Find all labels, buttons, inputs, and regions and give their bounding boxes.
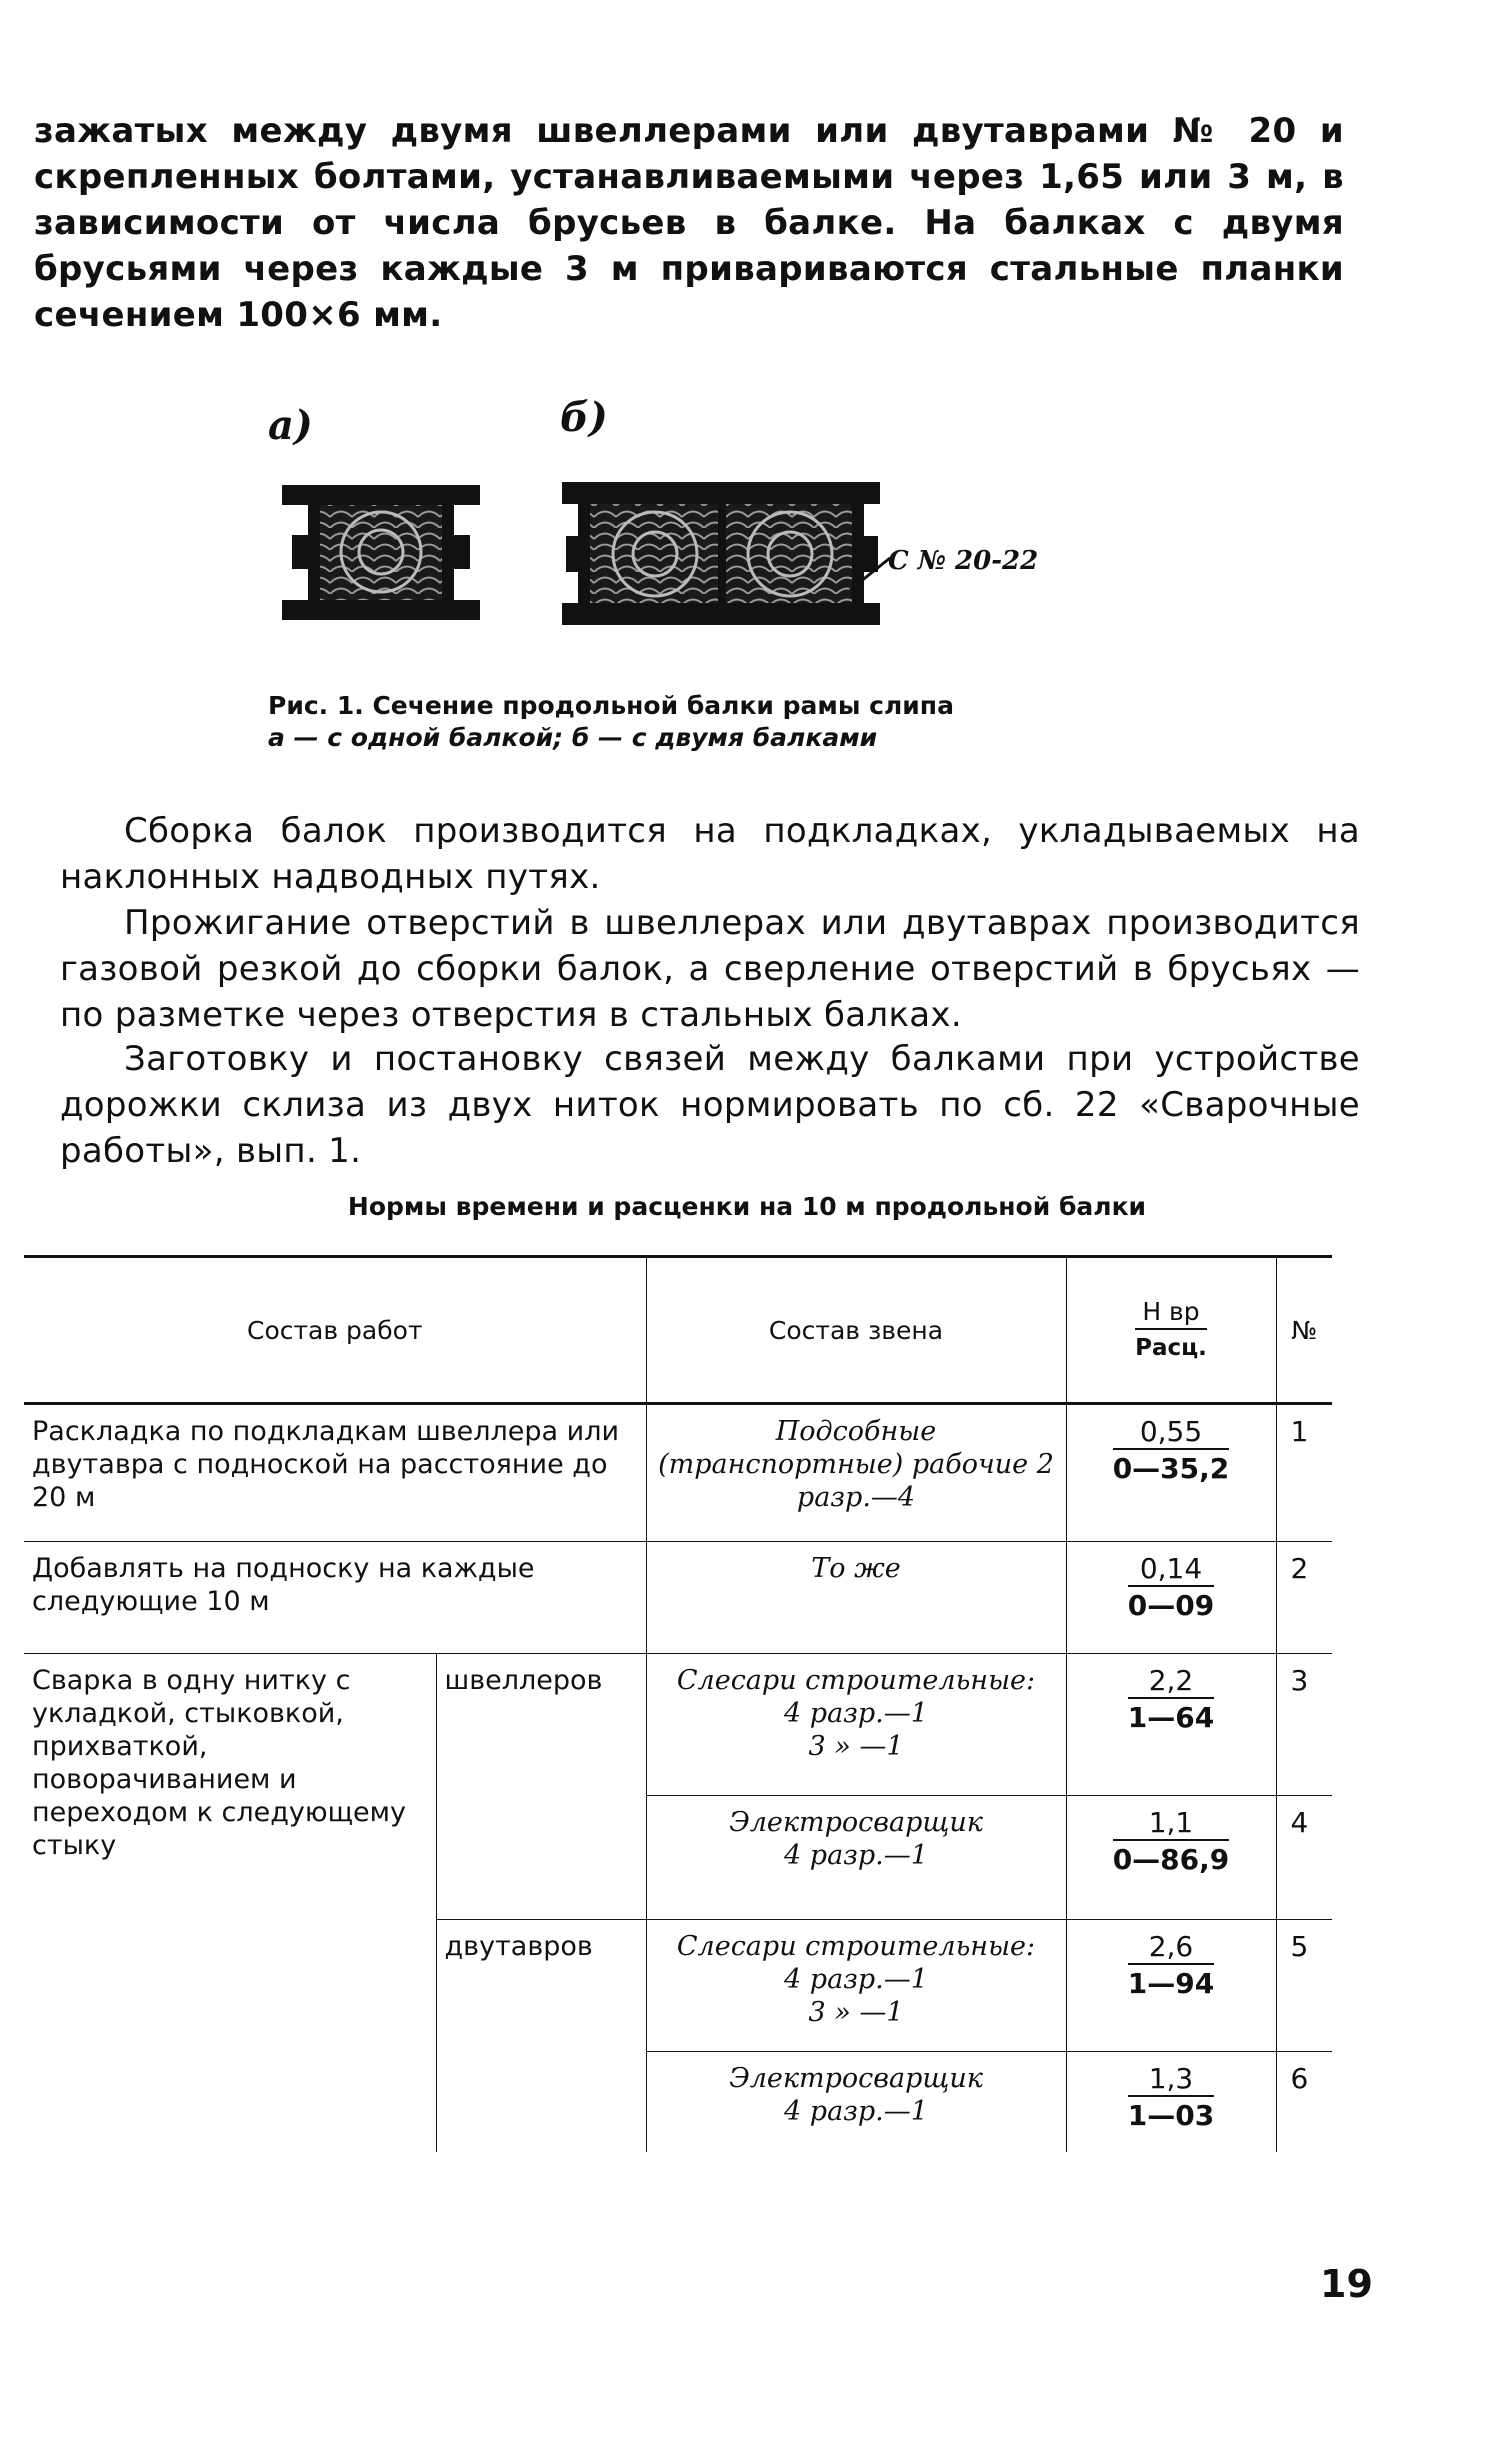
page-number: 19 (1320, 2262, 1373, 2306)
row-norm (1066, 1654, 1276, 1796)
paragraph-holes: Прожигание отверстий в швеллерах или двутаврах производится газовой резкой до сборки балок, а сверление отверстий в брусьях — по разметке через отверстия в стальных балках. (60, 903, 1360, 1035)
row-norm (1066, 1542, 1276, 1654)
header-team: Состав звена (646, 1257, 1066, 1404)
row-team (646, 1654, 1066, 1796)
row-norm (1066, 2052, 1276, 2152)
row-subtype: двутавров (436, 1920, 646, 2152)
norm-rate: 0—09 (1127, 1589, 1215, 1622)
team-line: Подсобные (транспортные) рабочие 2 разр.—4 (658, 1416, 1054, 1513)
team-line: 4 разр.—1 (784, 1698, 928, 1729)
figure-caption (268, 690, 1168, 754)
team-line: Электросварщик (729, 1807, 983, 1838)
norm-time: 2,6 (1128, 1930, 1214, 1965)
figure-caption-title: Рис. 1. Сечение продольной балки рамы слипа (268, 691, 954, 720)
norm-rate: 1—94 (1127, 1967, 1215, 2000)
header-norm-time: Н вр (1135, 1295, 1207, 1330)
row-subtype: швеллеров (436, 1654, 646, 1920)
team-line: То же (811, 1553, 901, 1584)
team-line: Слесари строительные: (676, 1665, 1036, 1696)
channel-tag: С № 20-22 (888, 546, 1039, 576)
double-beam-section (562, 482, 890, 625)
row-norm (1066, 1796, 1276, 1920)
norm-time: 2,2 (1128, 1664, 1214, 1699)
single-beam-section (282, 485, 480, 620)
norms-table (24, 1255, 1332, 2152)
table-row (24, 1404, 1332, 1542)
team-line: 3 » —1 (808, 1731, 904, 1762)
figure-label-a: а) (268, 402, 313, 449)
norm-time: 1,3 (1128, 2062, 1214, 2097)
team-line: 4 разр.—1 (784, 1964, 928, 1995)
team-line: Электросварщик (729, 2063, 983, 2094)
row-team (646, 1404, 1066, 1542)
row-team (646, 1796, 1066, 1920)
row-work: Добавлять на подноску на каждые следующие 10 м (24, 1542, 646, 1654)
header-number: № (1276, 1257, 1332, 1404)
row-team (646, 1920, 1066, 2052)
norm-rate: 1—64 (1127, 1701, 1215, 1734)
paragraph-links: Заготовку и постановку связей между балками при устройстве дорожки склиза из двух ниток нормировать по сб. 22 «Сварочные работы», вып. 1. (60, 1039, 1360, 1171)
norm-rate: 0—86,9 (1112, 1843, 1230, 1876)
header-work: Состав работ (24, 1257, 646, 1404)
row-work: Сварка в одну нитку с укладкой, стыковкой, прихваткой, поворачиванием и переходом к следующему стыку (24, 1654, 436, 2152)
paragraph-assembly: Сборка балок производится на подкладках, укладываемых на наклонных надводных путях. (60, 811, 1360, 897)
row-norm (1066, 1920, 1276, 2052)
figure-label-b: б) (560, 394, 608, 441)
norm-rate: 0—35,2 (1112, 1452, 1230, 1485)
intro-paragraph: зажатых между двумя швеллерами или двутаврами № 20 и скрепленных болтами, устанавливаемыми через 1,65 или 3 м, в зависимости от числа брусьев в балке. На балках с двумя брусьями через каждые 3 м привариваются стальные планки сечением 100×6 мм. (34, 111, 1344, 335)
table-row (24, 1542, 1332, 1654)
header-norm (1066, 1257, 1276, 1404)
norm-time: 1,1 (1113, 1806, 1230, 1841)
norm-time: 0,14 (1128, 1552, 1214, 1587)
row-number: 4 (1276, 1796, 1332, 1920)
team-line: 4 разр.—1 (784, 1840, 928, 1871)
table-header-row (24, 1257, 1332, 1404)
figure-caption-legend: а — с одной балкой; б — с двумя балками (268, 723, 878, 752)
norm-rate: 1—03 (1127, 2099, 1215, 2132)
beam-section-figure (0, 440, 1494, 680)
row-team (646, 2052, 1066, 2152)
row-team (646, 1542, 1066, 1654)
row-work: Раскладка по подкладкам швеллера или двутавра с подноской на расстояние до 20 м (24, 1404, 646, 1542)
team-line: Слесари строительные: (676, 1931, 1036, 1962)
row-number: 5 (1276, 1920, 1332, 2052)
row-number: 2 (1276, 1542, 1332, 1654)
table-title: Нормы времени и расценки на 10 м продольной балки (347, 1192, 1147, 1221)
row-number: 3 (1276, 1654, 1332, 1796)
row-norm (1066, 1404, 1276, 1542)
table-row (24, 1654, 1332, 1796)
row-number: 1 (1276, 1404, 1332, 1542)
team-line: 3 » —1 (808, 1997, 904, 2028)
team-line: 4 разр.—1 (784, 2096, 928, 2127)
row-number: 6 (1276, 2052, 1332, 2152)
header-rate: Расц. (1135, 1335, 1207, 1361)
norm-time: 0,55 (1113, 1415, 1230, 1450)
